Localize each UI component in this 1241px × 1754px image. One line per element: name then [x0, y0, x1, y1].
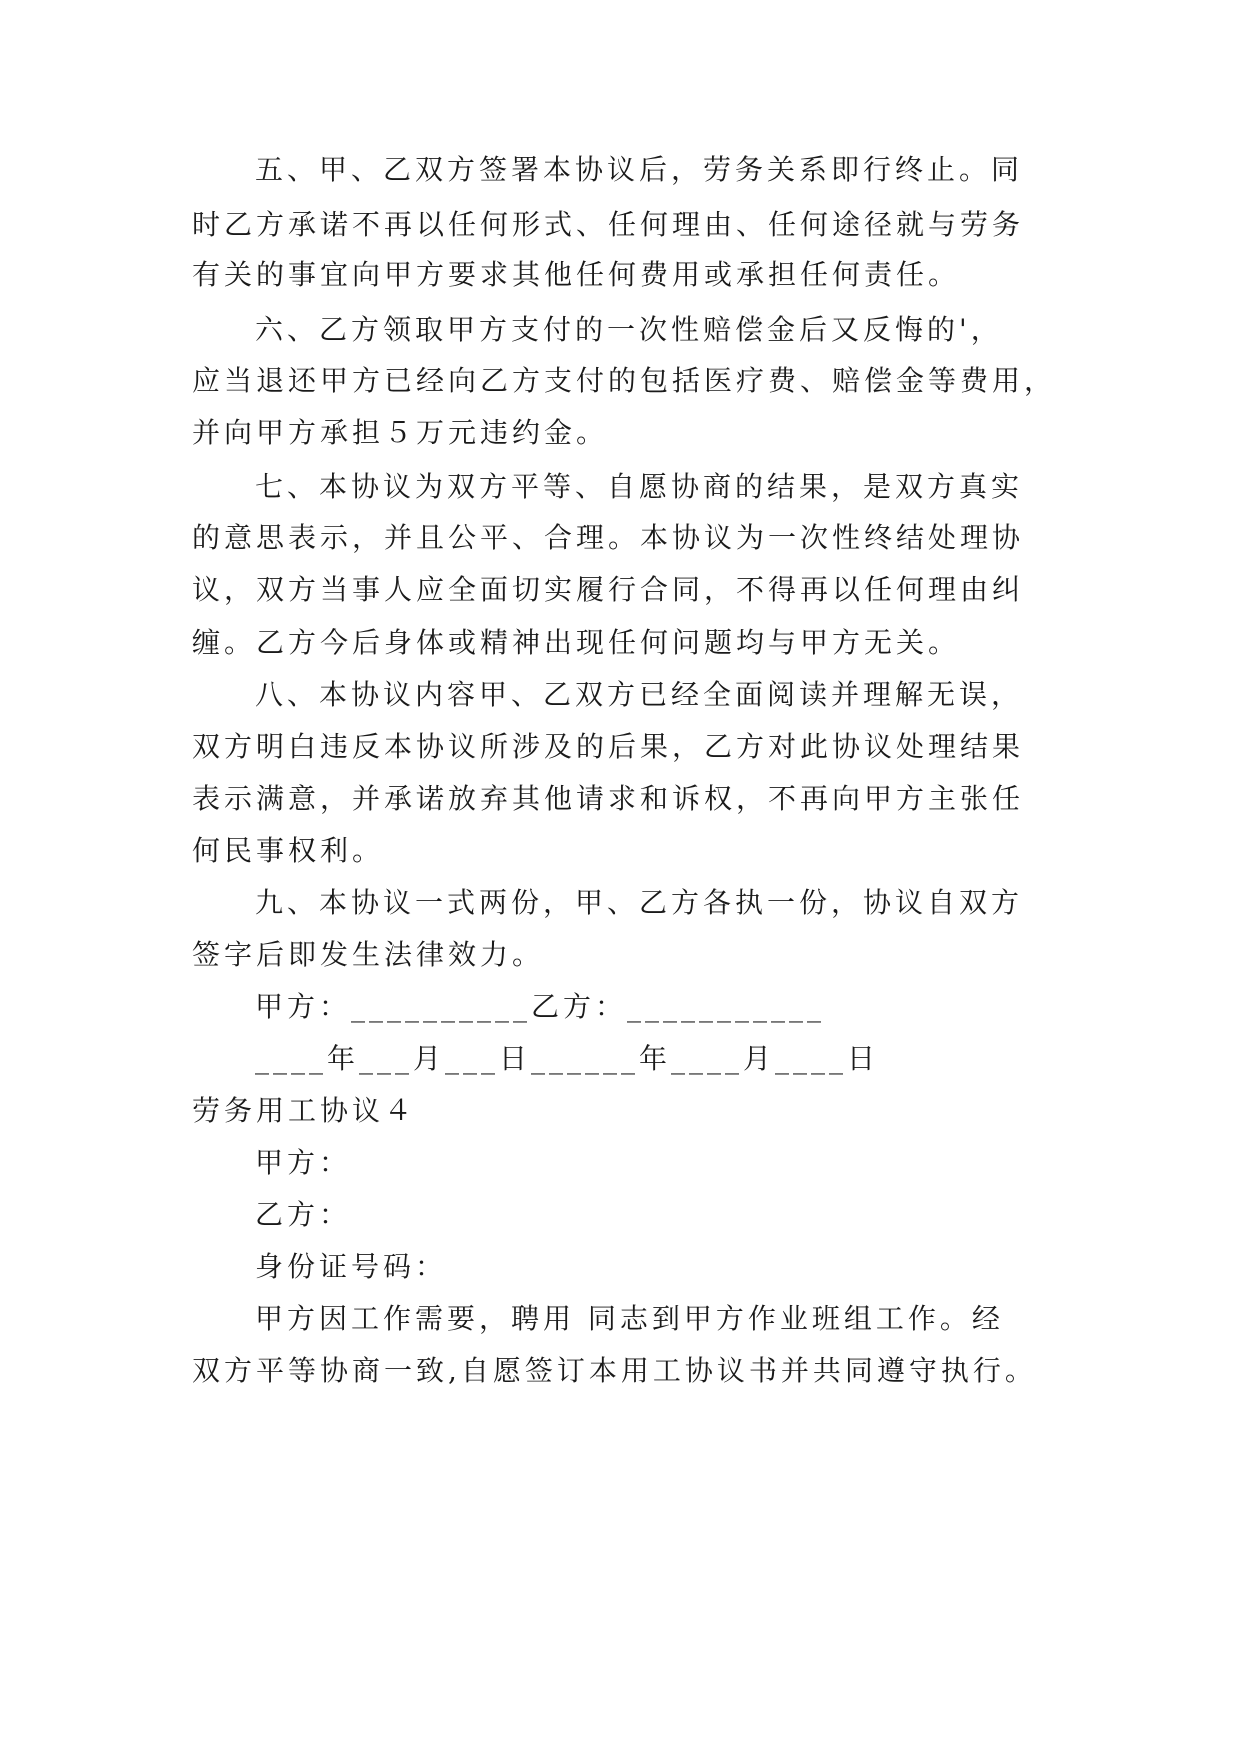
clause-7-line-4: 缠。乙方今后身体或精神出现任何问题均与甲方无关。 [192, 626, 961, 659]
intro-line-1: 甲方因工作需要，聘用 同志到甲方作业班组工作。经 [255, 1302, 1004, 1335]
clause-9-line-1: 九、本协议一式两份，甲、乙方各执一份，协议自双方 [255, 886, 1024, 919]
party-a-label: 甲方： [255, 1146, 352, 1179]
clause-5-line-1: 五、甲、乙双方签署本协议后，劳务关系即行终止。同 [255, 153, 1024, 186]
intro-line-2: 双方平等协商一致,自愿签订本用工协议书并共同遵守执行。 [192, 1354, 1037, 1387]
clause-8-line-3: 表示满意，并承诺放弃其他请求和诉权，不再向甲方主张任 [192, 782, 1025, 815]
clause-5-line-3: 有关的事宜向甲方要求其他任何费用或承担任何责任。 [192, 258, 961, 291]
clause-9-line-2: 签字后即发生法律效力。 [192, 938, 545, 971]
signature-date-line: ____年___月___日______年____月____日 [255, 1042, 880, 1075]
party-b-label: 乙方： [255, 1198, 352, 1231]
id-number-label: 身份证号码： [255, 1250, 448, 1283]
clause-5-line-2: 时乙方承诺不再以任何形式、任何理由、任何途径就与劳务 [192, 208, 1025, 241]
clause-8-line-2: 双方明白违反本协议所涉及的后果，乙方对此协议处理结果 [192, 730, 1025, 763]
clause-6-line-2: 应当退还甲方已经向乙方支付的包括医疗费、赔偿金等费用， [192, 364, 1057, 397]
clause-7-line-1: 七、本协议为双方平等、自愿协商的结果，是双方真实 [255, 470, 1024, 503]
clause-7-line-2: 的意思表示，并且公平、合理。本协议为一次性终结处理协 [192, 521, 1025, 554]
section-title: 劳务用工协议４ [192, 1094, 417, 1127]
clause-6-line-1: 六、乙方领取甲方支付的一次性赔偿金后又反悔的'， [255, 313, 1003, 346]
clause-8-line-1: 八、本协议内容甲、乙双方已经全面阅读并理解无误， [255, 678, 1024, 711]
clause-6-line-3: 并向甲方承担５万元违约金。 [192, 416, 609, 449]
clause-8-line-4: 何民事权利。 [192, 834, 385, 867]
signature-parties-line: 甲方：__________乙方：___________ [255, 990, 826, 1023]
clause-7-line-3: 议，双方当事人应全面切实履行合同，不得再以任何理由纠 [192, 573, 1025, 606]
